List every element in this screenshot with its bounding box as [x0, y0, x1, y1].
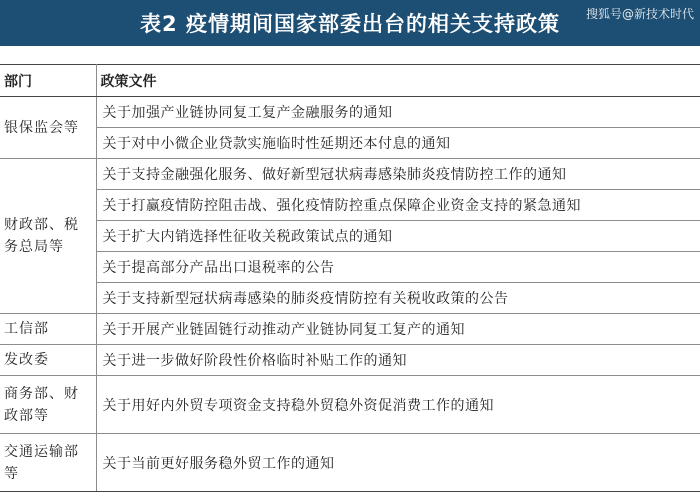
header-row [0, 65, 700, 97]
title-bar [0, 0, 700, 46]
policy-cell: 关于提高部分产品出口退税率的公告 [96, 252, 700, 283]
policy-cell: 关于打赢疫情防控阻击战、强化疫情防控重点保障企业资金支持的紧急通知 [96, 190, 700, 221]
department-cell: 银保监会等 [0, 97, 96, 159]
table-row [0, 159, 700, 190]
table-row [0, 252, 700, 283]
header-department: 部门 [0, 65, 96, 97]
watermark: 搜狐号@新技术时代 [585, 7, 694, 21]
table-row [0, 434, 700, 492]
policy-cell: 关于进一步做好阶段性价格临时补贴工作的通知 [96, 345, 700, 376]
department-cell: 发改委 [0, 345, 96, 376]
department-cell: 交通运输部等 [0, 434, 96, 492]
department-cell: 工信部 [0, 314, 96, 345]
department-cell: 商务部、财政部等 [0, 376, 96, 434]
policy-cell: 关于对中小微企业贷款实施临时性延期还本付息的通知 [96, 128, 700, 159]
table-row [0, 345, 700, 376]
table-row [0, 221, 700, 252]
policy-cell: 关于加强产业链协同复工复产金融服务的通知 [96, 97, 700, 128]
policy-cell: 关于当前更好服务稳外贸工作的通知 [96, 434, 700, 492]
policy-cell: 关于开展产业链固链行动推动产业链协同复工复产的通知 [96, 314, 700, 345]
department-cell: 财政部、税务总局等 [0, 159, 96, 314]
table-row [0, 190, 700, 221]
table-row [0, 97, 700, 128]
policy-table-container [0, 64, 700, 492]
policy-cell: 关于用好内外贸专项资金支持稳外贸稳外资促消费工作的通知 [96, 376, 700, 434]
table-row [0, 128, 700, 159]
table-row [0, 314, 700, 345]
table-row [0, 376, 700, 434]
policy-cell: 关于扩大内销选择性征收关税政策试点的通知 [96, 221, 700, 252]
policy-cell: 关于支持金融强化服务、做好新型冠状病毒感染肺炎疫情防控工作的通知 [96, 159, 700, 190]
table-row [0, 283, 700, 314]
table-title: 表2 疫情期间国家部委出台的相关支持政策 [140, 12, 560, 36]
policy-table [0, 64, 700, 492]
header-policy: 政策文件 [96, 65, 700, 97]
policy-cell: 关于支持新型冠状病毒感染的肺炎疫情防控有关税收政策的公告 [96, 283, 700, 314]
